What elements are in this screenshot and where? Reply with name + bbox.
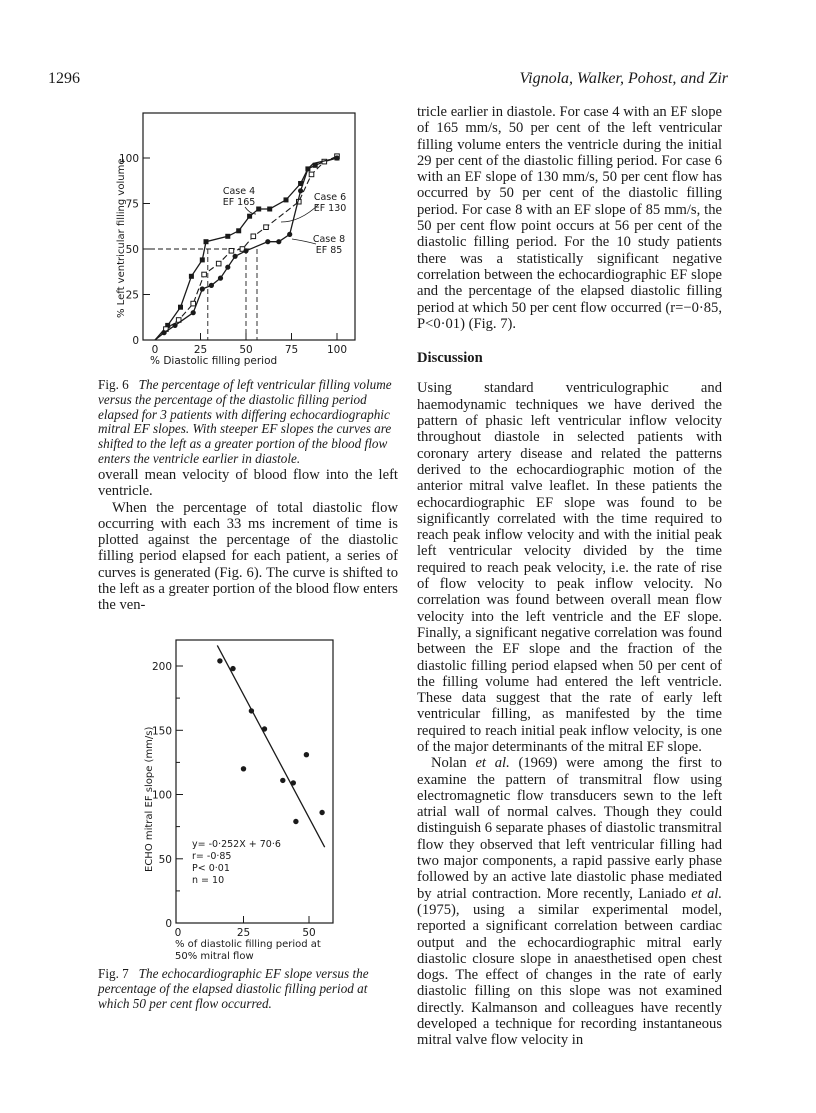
fig6-xtick-100: 100 [326, 344, 348, 356]
citation-etal-1: et al. [475, 755, 510, 772]
citation-etal-2: et al. [691, 885, 722, 902]
fig6-case4-ef: EF 165 [222, 197, 256, 208]
figure-6-chart [100, 105, 370, 370]
figure-6-caption [98, 378, 398, 467]
fig6-ytick-50: 50 [125, 244, 139, 256]
fig6-xtick-0: 0 [151, 344, 159, 356]
fig6-xtick-50: 50 [239, 344, 253, 356]
left-para-2: When the percentage of total diastolic flow occurring with each 33 ms increment of time is plotted against the percentage of the diastolic filling period elapsed for each patient, a series of curves is generated (Fig. 6). The curve is shifted to the left as a greater portion of the blood flow enters the ven- [98, 499, 398, 614]
fig7-ytick-50: 50 [158, 853, 172, 866]
fig7-xlabel-line1: % of diastolic filling period at [175, 939, 321, 950]
fig7-ytick-0: 0 [165, 918, 172, 930]
fig7-p-value: P< 0·01 [192, 863, 230, 874]
right-para-1: tricle earlier in diastole. For case 4 with an EF slope of 165 mm/s, 50 per cent of the left ventricular filling volume enters the ventricle during the initial 29 per cent of the diastolic filling period. For case 6 with an EF slope of 130 mm/s, 50 per cent flow has occurred by 50 per cent of the diastolic filling period. For case 8 with an EF slope of 85 mm/s, the 50 per cent flow point occurs at 56 per cent of the diastolic filling period. For the 10 study patients there was a statistically significant negative correlation between the echocardiographic EF slope and the percentage of the elapsed diastolic filling period at which 50 per cent flow occurred (r=−0·85, P<0·01) (Fig. 7). [417, 104, 722, 332]
fig6-xlabel: % Diastolic filling period [150, 355, 278, 367]
fig7-ytick-100: 100 [151, 789, 172, 802]
fig7-ytick-200: 200 [151, 661, 172, 673]
fig6-case4-label: Case 4 [222, 186, 256, 197]
fig7-xtick-50: 50 [302, 927, 316, 939]
figure-6-caption-text: The percentage of left ventricular filling volume versus the percentage of the diastolic filling period elapsed for 3 patients with differing echocardiographic mitral EF slopes. With steeper EF slopes the curves are shifted to the left as a greater portion of the blood flow enters the ventricle earlier in diastole. [98, 377, 392, 466]
figure-7-caption [98, 967, 398, 1011]
fig6-case8-ef: EF 85 [315, 245, 343, 256]
fig7-ytick-150: 150 [151, 725, 172, 738]
left-para-1: overall mean velocity of blood flow into the left ventricle. [98, 467, 398, 500]
running-head-authors: Vignola, Walker, Pohost, and Zir [519, 70, 728, 87]
fig6-xtick-25: 25 [193, 344, 208, 356]
right-para-3 [417, 755, 722, 1048]
right-column-text [417, 104, 722, 1049]
fig6-ytick-25: 25 [125, 289, 139, 302]
figure-7-caption-label: Fig. 7 [98, 966, 129, 981]
fig7-n-value: n = 10 [192, 875, 225, 886]
fig6-ytick-0: 0 [132, 335, 139, 347]
citation-nolan: Nolan [431, 755, 467, 772]
page-number: 1296 [48, 70, 80, 87]
fig6-ytick-75: 75 [125, 198, 139, 211]
right-para-3-body-2: (1975), using a similar experimental model, reported a significant correlation between cardiac output and the echocardiographic mitral early diastolic closure slope in anaesthetised open chest dogs. The effect of changes in the rate of early diastolic filling on this slope was not examined directly. Kalmanson and colleagues have recently developed a technique for recording instantaneous mitral valve flow velocity in [417, 901, 722, 1049]
figure-6-caption-label: Fig. 6 [98, 377, 129, 392]
fig6-case6-label: Case 6 [313, 192, 347, 203]
fig6-case8-label: Case 8 [312, 234, 346, 245]
right-para-3-body: (1969) were among the first to examine the pattern of transmitral flow using electromagnetic flow transducers sewn to the left atrial wall of normal calves. Though they could distinguish 6 separate phases of diastolic transmitral flow they observed that left ventricular filling had two major components, a rapid passive early phase followed by an active late diastolic phase mediated by atrial contraction. More recently, Laniado [417, 755, 722, 902]
fig6-case6-ef: EF 130 [313, 203, 347, 214]
fig6-ytick-100: 100 [118, 153, 139, 165]
figure-7-chart [100, 630, 350, 965]
fig6-xtick-75: 75 [284, 344, 299, 356]
section-heading-discussion: Discussion [417, 350, 483, 367]
fig7-xtick-25: 25 [236, 927, 251, 939]
figure-7-caption-text: The echocardiographic EF slope versus the percentage of the elapsed diastolic filling period at which 50 per cent flow occurred. [98, 966, 369, 1011]
fig6-ylabel: % Left ventricular filling volume [116, 158, 127, 318]
fig7-xlabel-line2: 50% mitral flow [175, 951, 254, 962]
left-column-text [98, 467, 398, 614]
fig7-equation: y= -0·252X + 70·6 [192, 839, 281, 850]
fig7-r-value: r= -0·85 [192, 851, 232, 862]
fig7-ylabel: ECHO mitral EF slope (mm/s) [144, 726, 155, 872]
right-para-2: Using standard ventriculographic and haemodynamic techniques we have derived the pattern of phasic left ventricular inflow velocity throughout diastole in selected patients with coronary artery disease and related the patterns derived to the echocardiographic motion of the anterior mitral valve leaflet. In these patients the echocardiographic EF slope was found to be significantly correlated with the time required to reach peak inflow velocity and with the initial peak left ventricular velocity divided by the time required to reach peak velocity, i.e. the rate of rise of flow velocity to peak inflow velocity. No correlation was found between overall mean flow velocity into the left ventricle and the EF slope. Finally, a significant negative correlation was found between the EF slope and the fraction of the diastolic filling period elapsed when 50 per cent of the filling volume had entered the left ventricle. These data suggest that the rate of early left ventricular filling, as manifested by the time required to reach initial peak inflow velocity, is one of the major determinants of the mitral EF slope. [417, 380, 722, 755]
fig7-xtick-0: 0 [174, 927, 182, 939]
